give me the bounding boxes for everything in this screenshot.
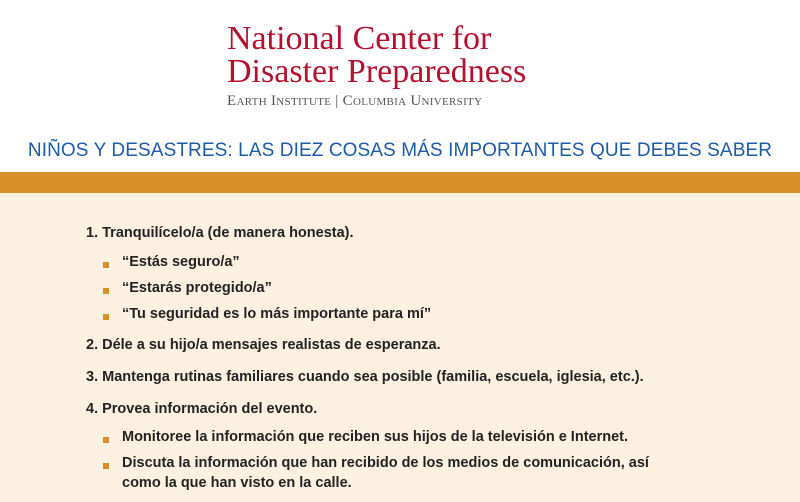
list-item-4: 4. Provea información del evento. [86, 401, 318, 417]
organization-affiliation: Earth Institute | Columbia University [227, 93, 483, 109]
document-title: NIÑOS Y DESASTRES: LAS DIEZ COSAS MÁS IMPORTANTES QUE DEBES SABER [27, 140, 773, 161]
bullet-icon [103, 314, 109, 320]
sub-item: “Estarás protegido/a” [122, 280, 272, 296]
sub-item: Discuta la información que han recibido de los medios de comunicación, así [122, 455, 649, 471]
sub-item: Monitoree la información que reciben sus hijos de la televisión e Internet. [122, 429, 629, 445]
bullet-icon [103, 262, 109, 268]
accent-divider-bar [0, 172, 800, 193]
list-item-1: 1. Tranquilícelo/a (de manera honesta). [86, 225, 354, 241]
bullet-icon [103, 437, 109, 443]
bullet-icon [103, 288, 109, 294]
content-area [0, 193, 800, 502]
sub-item-continuation: como la que han visto en la calle. [122, 475, 352, 491]
bullet-icon [103, 463, 109, 469]
sub-item: “Tu seguridad es lo más importante para mí” [122, 306, 432, 322]
organization-name-line-2: Disaster Preparedness [227, 53, 527, 90]
sub-item: “Estás seguro/a” [122, 254, 240, 270]
organization-name-line-1: National Center for [227, 20, 492, 57]
list-item-2: 2. Déle a su hijo/a mensajes realistas de esperanza. [86, 337, 441, 353]
list-item-3: 3. Mantenga rutinas familiares cuando sea posible (familia, escuela, iglesia, etc.). [86, 369, 644, 385]
header [0, 0, 800, 172]
